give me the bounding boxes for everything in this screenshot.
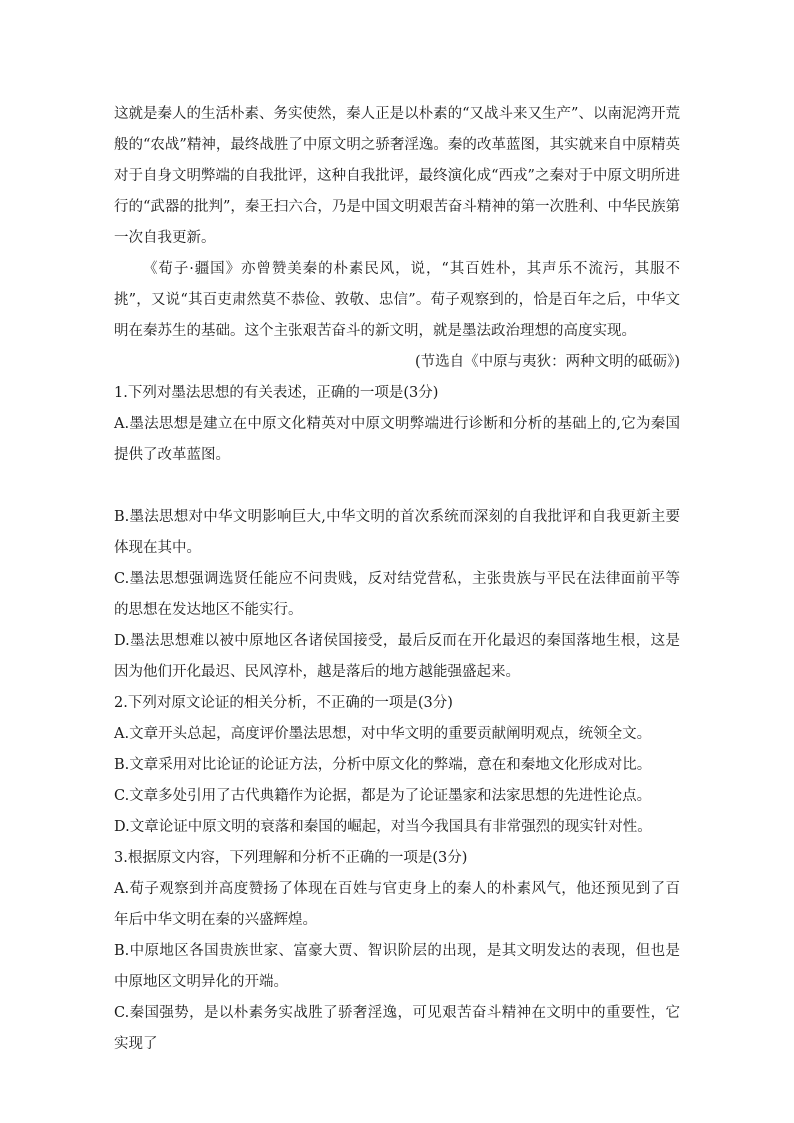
question-3-option-c: C.秦国强势，是以朴素务实战胜了骄奢淫逸，可见艰苦奋斗精神在文明中的重要性，它实现了 — [114, 1005, 680, 1052]
question-1-option-a: A.墨法思想是建立在中原文化精英对中原文明弊端进行诊断和分析的基础上的,它为秦国提供了改革蓝图。 — [114, 416, 680, 463]
question-1-stem: 1.下列对墨法思想的有关表述，正确的一项是(3分) — [114, 385, 439, 401]
page-content — [114, 99, 680, 1060]
question-1-option-d: D.墨法思想难以被中原地区各诸侯国接受，最后反而在开化最迟的秦国落地生根，这是因为他们开化最迟、民风淳朴，越是落后的地方越能强盛起来。 — [114, 633, 680, 680]
question-1-option-c: C.墨法思想强调选贤任能应不问贵贱，反对结党营私，主张贵族与平民在法律面前平等的思想在发达地区不能实行。 — [114, 571, 680, 618]
question-2-option-b: B.文章采用对比论证的论证方法，分析中原文化的弊端，意在和秦地文化形成对比。 — [114, 757, 652, 773]
passage-paragraph-2: 《荀子·疆国》亦曾赞美秦的朴素民风，说，“其百姓朴，其声乐不流污，其服不挑”，又说“其百吏肃然莫不恭俭、敦敬、忠信”。荀子观察到的，恰是百年之后，中华文明在秦苏生的基础。这个主张艰苦奋斗的新文明，就是墨法政治理想的高度实现。 — [114, 261, 680, 339]
question-3-option-b: B.中原地区各国贵族世家、富豪大贾、智识阶层的出现，是其文明发达的表现，但也是中原地区文明异化的开端。 — [114, 943, 680, 990]
passage-paragraph-1: 这就是秦人的生活朴素、务实使然，秦人正是以朴素的“又战斗来又生产”、以南泥湾开荒般的“农战”精神，最终战胜了中原文明之骄奢淫逸。秦的改革蓝图，其实就来自中原精英对于自身文明弊端的自我批评，这种自我批评，最终演化成“西戎”之秦对于中原文明所进行的“武器的批判”，秦王扫六合，乃是中国文明艰苦奋斗精神的第一次胜利、中华民族第一次自我更新。 — [114, 106, 680, 246]
blank-gap — [114, 471, 680, 502]
question-2-option-c: C.文章多处引用了古代典籍作为论据，都是为了论证墨家和法家思想的先进性论点。 — [114, 788, 652, 804]
question-3-option-a: A.荀子观察到并高度赞扬了体现在百姓与官吏身上的秦人的朴素风气，他还预见到了百年后中华文明在秦的兴盛辉煌。 — [114, 881, 680, 928]
question-1-option-b: B.墨法思想对中华文明影响巨大,中华文明的首次系统而深刻的自我批评和自我更新主要体现在其中。 — [114, 509, 680, 556]
question-3-stem: 3.根据原文内容，下列理解和分析不正确的一项是(3分) — [114, 850, 468, 866]
question-2-option-d: D.文章论证中原文明的衰落和秦国的崛起，对当今我国具有非常强烈的现实针对性。 — [114, 819, 652, 835]
question-2-option-a: A.文章开头总起，高度评价墨法思想，对中华文明的重要贡献阐明观点，统领全文。 — [114, 726, 652, 742]
question-2-stem: 2.下列对原文论证的相关分析，不正确的一项是(3分) — [114, 695, 453, 711]
passage-source: (节选自《中原与夷狄：两种文明的砥砺》) — [414, 354, 680, 370]
